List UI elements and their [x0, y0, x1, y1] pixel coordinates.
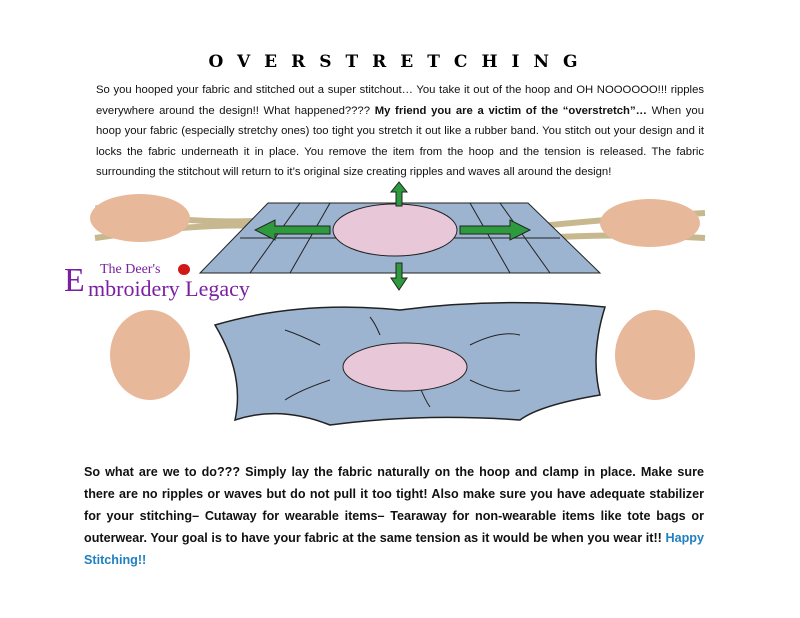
hoop-design: [333, 204, 457, 256]
hand-right: [600, 199, 700, 247]
outro-paragraph: [84, 461, 704, 571]
hoop-design: [343, 343, 467, 391]
hand-left: [90, 194, 190, 242]
intro-paragraph: [96, 80, 704, 183]
intro-text: So you hooped your fabric and stitched out a super stitchout… You take it out of the hoop and OH NOOOOOO!!! ripples everywhere around the design!! What happened????: [96, 84, 704, 117]
intro-text-continued: When you hoop your fabric (especially stretchy ones) too tight you stretch it out like a rubber band. You stitch out your design and it locks the fabric underneath it in place. You remove the item from the hoop and the tension is released. The fabric surrounding the stitchout will return to it’s original size creating ripples and waves all around the design!: [96, 104, 704, 178]
page-title: OVERSTRETCHING: [208, 52, 592, 72]
intro-bold-text: My friend you are a victim of the “overstretch”…: [374, 104, 647, 117]
hands-right: [615, 310, 695, 400]
hands-left: [110, 310, 190, 400]
ladybug-icon: [178, 264, 190, 275]
document-page: OVERSTRETCHING So you hooped your fabric and stitched out a super stitchout… You take it out of the hoop and OH NOOOOOO!!! ripples everywhere around the design!! What happened???? My friend you are a victim of the “overstretch”… When you hoop your fabric (especially stretchy ones) too tight you stretch it out like a rubber band. You stitch out your design and it locks the fabric underneath it in place. You remove the item from the hoop and the tension is released. The fabric surrounding the stitchout will return to it’s original size creating ripples and waves all around the design! E The Deer's mbroidery Legacy So what are we to do??? Simply lay the fabric naturally on the hoop and clamp in place. Make sure there are no ripples or waves but do not pull it too tight! Also make sure you have adequate stabilizer for your stitching– Cutaway for wearable items– Tearaway for non-wearable items like tote bags or outerwear. Your goal is to have your fabric at the same tension as it would be when you wear it!! Happy Stitching!!: [0, 0, 800, 618]
outro-text: So what are we to do??? Simply lay the fabric naturally on the hoop and clamp in place. Make sure there are no ripples or waves but do not pull it too tight! Also make sure you have adequate stabilizer for your stitching– Cutaway for wearable items– Tearaway for non-wearable items like tote bags or outerwear. Your goal is to have your fabric at the same tension as it would be when you wear it!!: [84, 465, 704, 545]
happy-stitching-text: Happy Stitching!!: [84, 531, 704, 567]
rippled-fabric-illustration: [0, 295, 800, 445]
